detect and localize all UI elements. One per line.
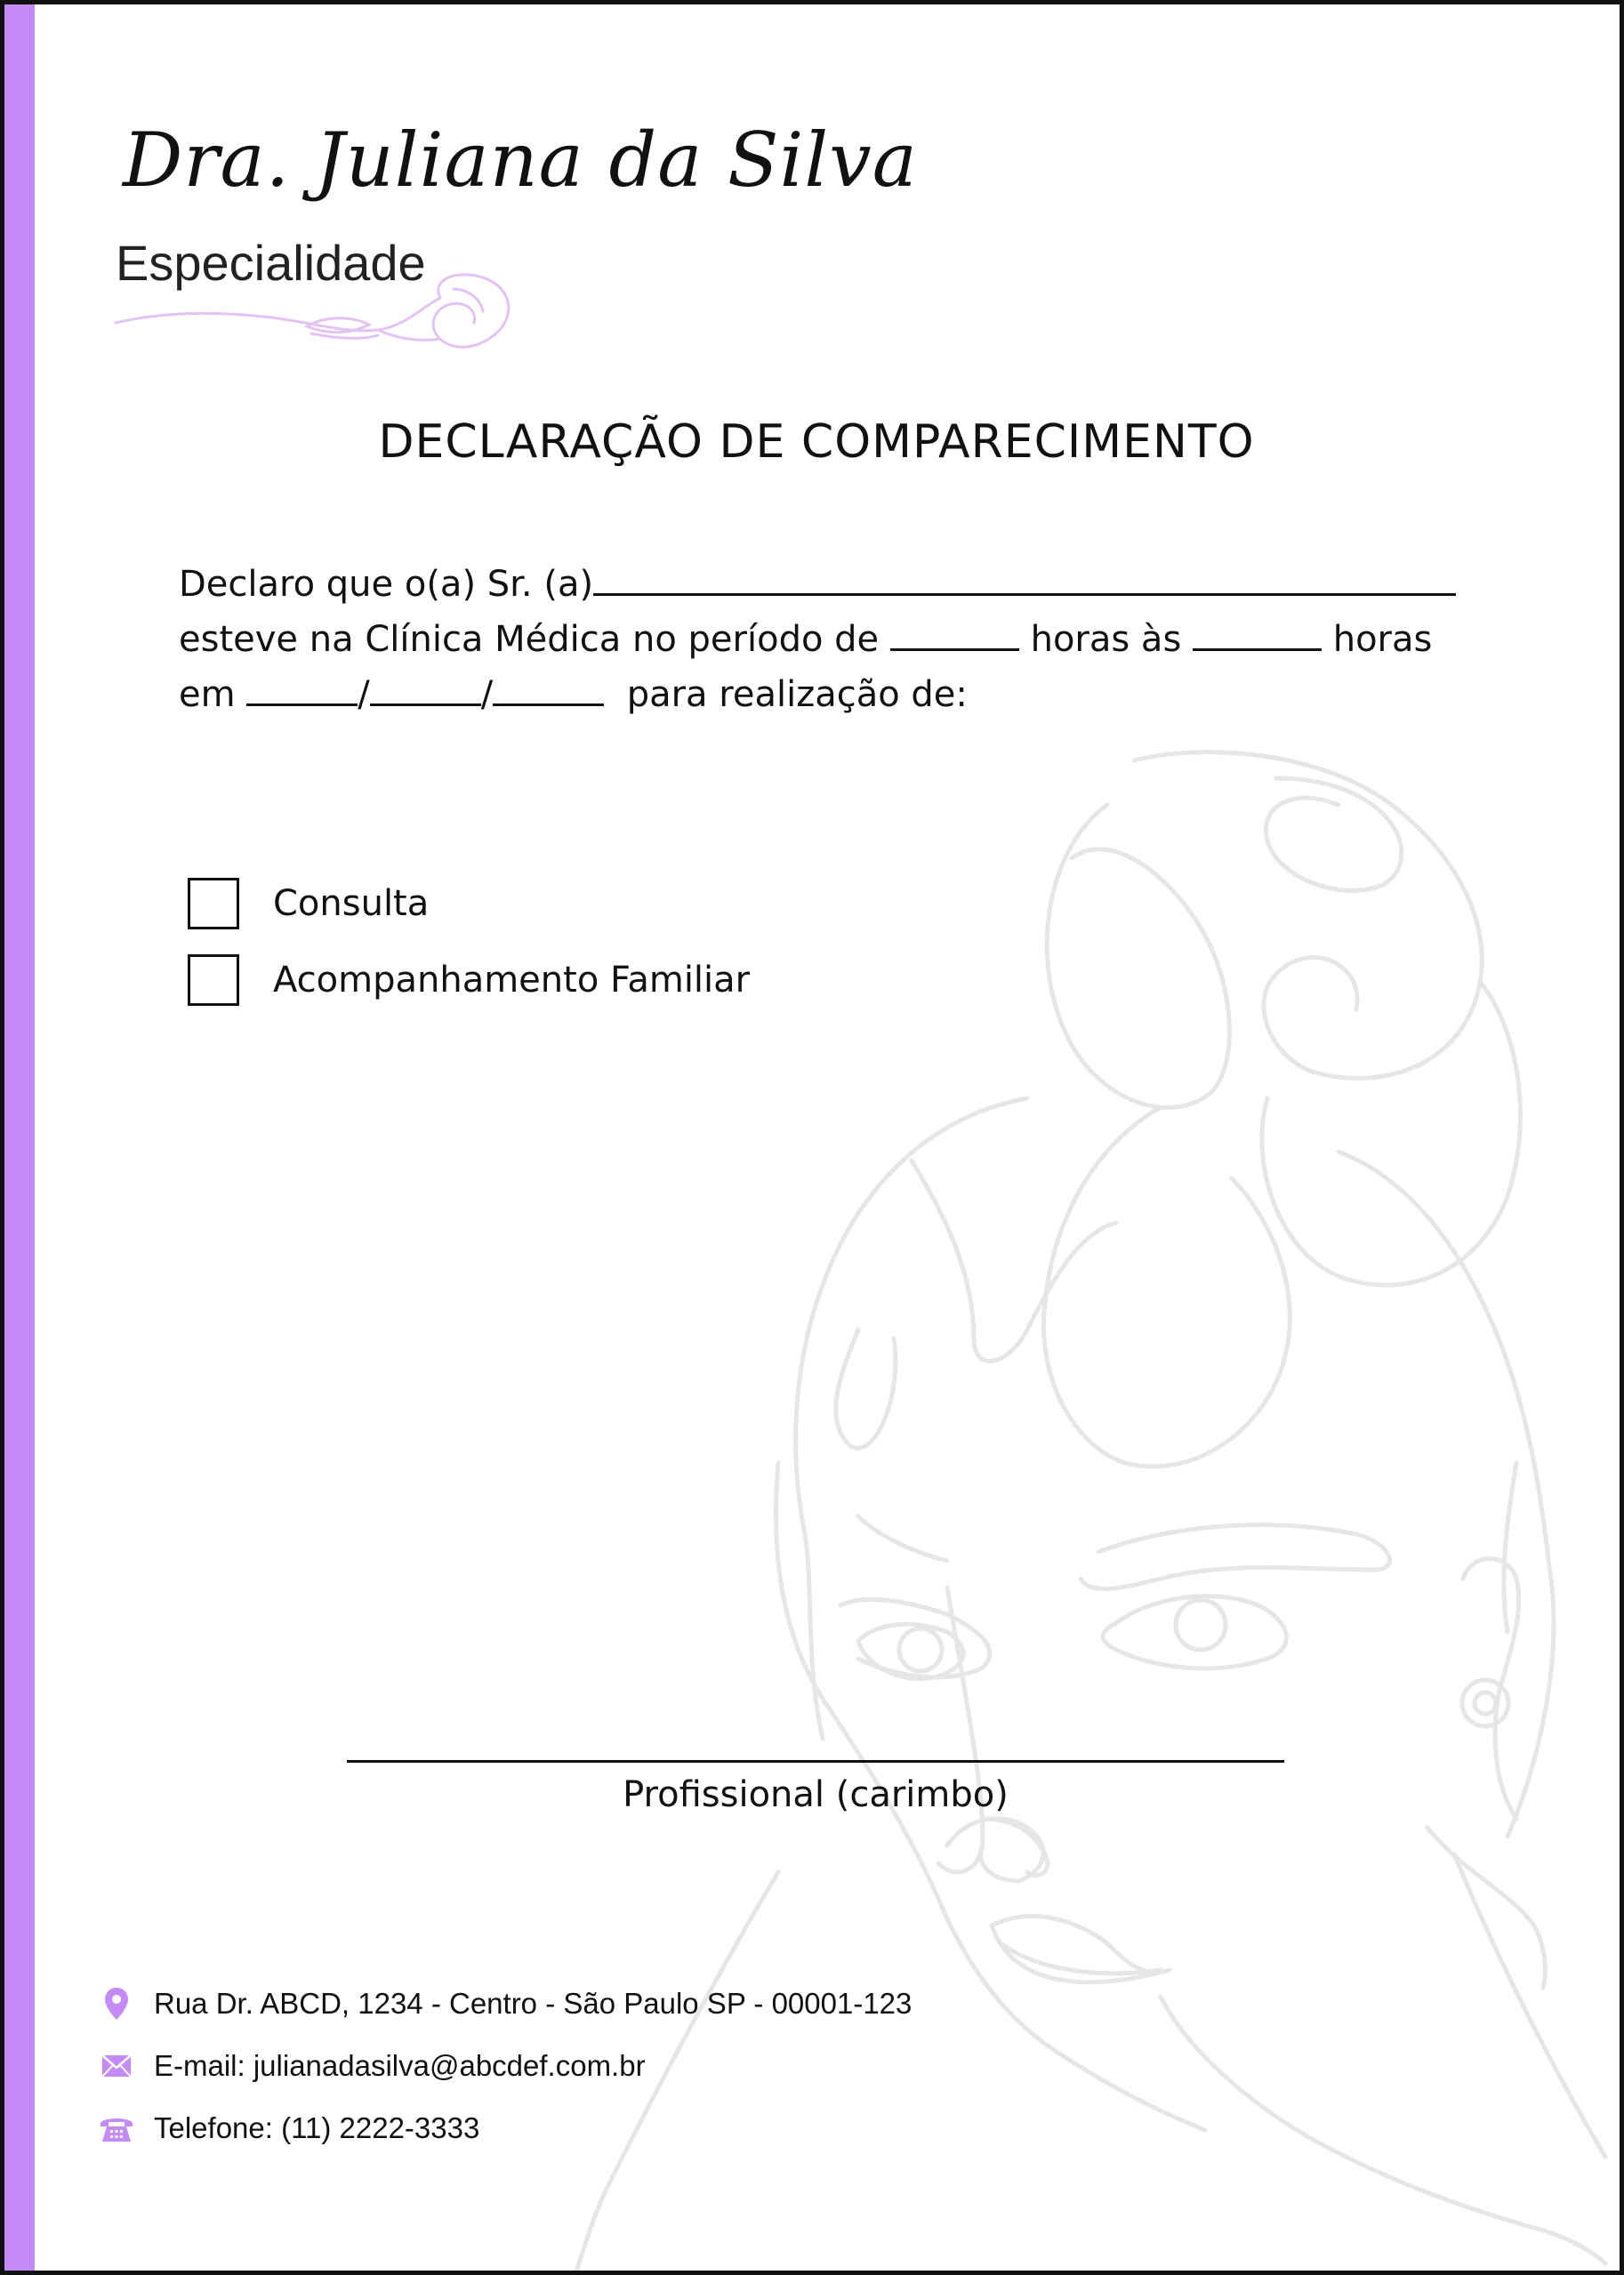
signature-line — [347, 1760, 1284, 1763]
contact-email — [97, 2046, 646, 2086]
declaration-line-2-suffix: horas — [1332, 619, 1433, 660]
phone-text: Telefone: (11) 2222-3333 — [154, 2111, 480, 2144]
map-pin-icon — [97, 1984, 136, 2023]
acompanhamento-checkbox[interactable] — [188, 954, 239, 1006]
option-row-acompanhamento — [188, 954, 750, 1006]
name-blank-field[interactable] — [593, 558, 1456, 596]
option-row-consulta — [188, 878, 429, 929]
consulta-checkbox[interactable] — [188, 878, 239, 929]
doctor-name: Dra. Juliana da Silva — [123, 117, 918, 204]
declaration-line-1 — [179, 558, 1456, 605]
telephone-icon — [97, 2109, 136, 2148]
email-text[interactable]: E-mail: julianadasilva@abcdef.com.br — [154, 2049, 646, 2082]
accent-side-stripe — [4, 4, 35, 2271]
declaration-line-2-mid: horas às — [1030, 619, 1182, 660]
day-blank-field[interactable] — [246, 668, 358, 706]
address-text: Rua Dr. ABCD, 1234 - Centro - São Paulo SP - 00001-123 — [154, 1987, 912, 2020]
declaration-line-2 — [179, 613, 1432, 660]
specialty: Especialidade — [116, 235, 426, 291]
declaration-line-3-suffix: para realização de: — [626, 674, 968, 715]
contact-phone — [97, 2109, 479, 2148]
option-label: Acompanhamento Familiar — [273, 960, 751, 1001]
declaration-line-2-text: esteve na Clínica Médica no período de — [179, 619, 880, 660]
date-separator-2: / — [480, 674, 494, 715]
contact-address — [97, 1984, 912, 2023]
year-blank-field[interactable] — [493, 668, 604, 706]
declaration-line-1-text: Declaro que o(a) Sr. (a) — [179, 564, 594, 605]
month-blank-field[interactable] — [370, 668, 481, 706]
envelope-icon — [97, 2046, 136, 2086]
end-hour-blank-field[interactable] — [1193, 613, 1322, 651]
option-label: Consulta — [273, 883, 430, 924]
flower-decoration-icon — [111, 271, 529, 360]
document-title: DECLARAÇÃO DE COMPARECIMENTO — [378, 415, 1255, 469]
date-separator-1: / — [358, 674, 370, 715]
start-hour-blank-field[interactable] — [890, 613, 1019, 651]
declaration-line-3 — [179, 668, 968, 715]
signature-label: Profissional (carimbo) — [623, 1774, 1009, 1815]
declaration-line-3-prefix: em — [179, 674, 236, 715]
